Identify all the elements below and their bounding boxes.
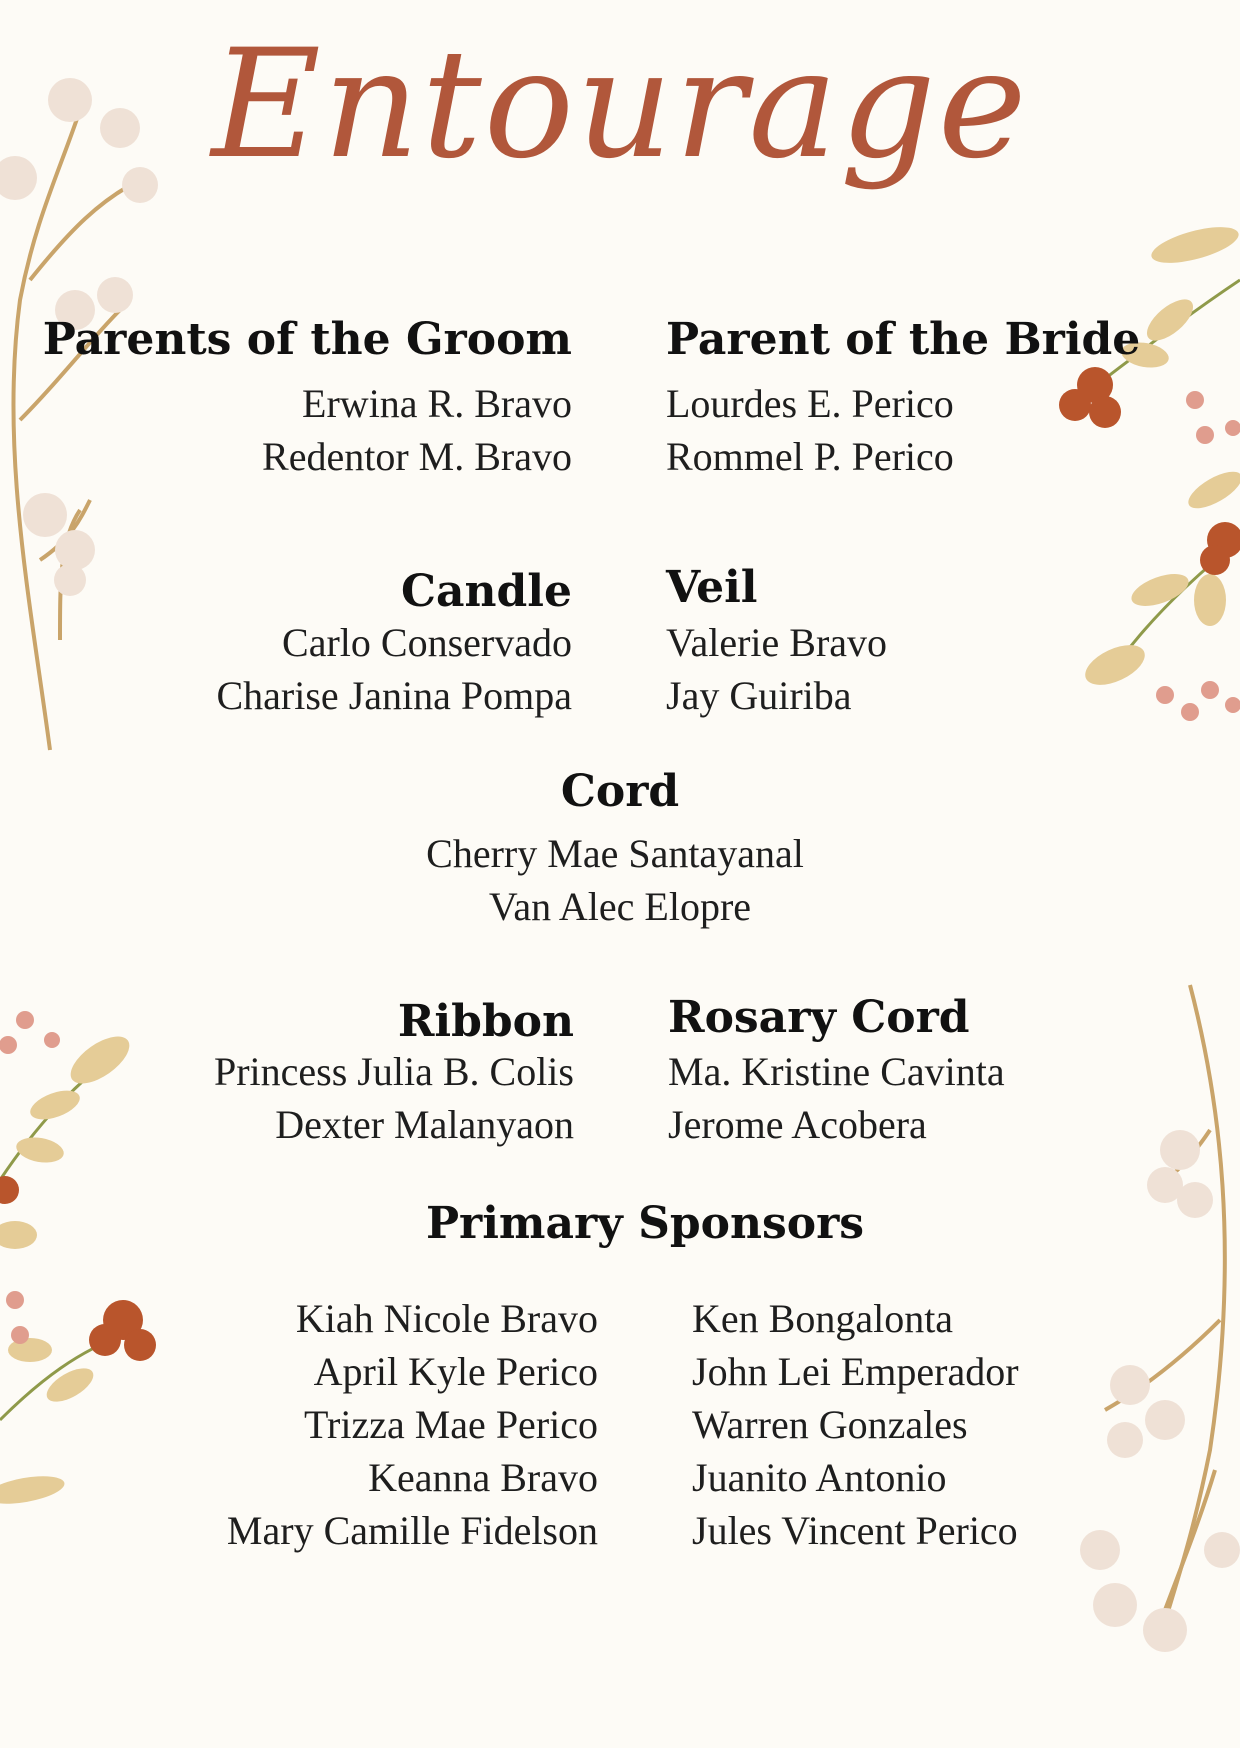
name-candle-2: Charise Janina Pompa bbox=[216, 673, 572, 718]
top-left-branch-illustration bbox=[13, 110, 140, 750]
name-rosary-cord-2: Jerome Acobera bbox=[668, 1102, 927, 1147]
sponsor-left-4: Keanna Bravo bbox=[368, 1455, 598, 1500]
name-parent-bride-1: Lourdes E. Perico bbox=[666, 381, 954, 426]
name-ribbon-1: Princess Julia B. Colis bbox=[213, 1049, 574, 1094]
section-heading-parent-bride: Parent of the Bride bbox=[666, 314, 1141, 365]
sponsor-left-2: April Kyle Perico bbox=[313, 1349, 598, 1394]
name-ribbon-2: Dexter Malanyaon bbox=[275, 1102, 574, 1147]
name-rosary-cord-1: Ma. Kristine Cavinta bbox=[668, 1049, 1005, 1094]
name-parents-groom-1: Erwina R. Bravo bbox=[302, 381, 572, 426]
section-heading-candle: Candle bbox=[401, 566, 572, 617]
top-right-leaves-illustration bbox=[1079, 220, 1240, 693]
name-cord-2: Van Alec Elopre bbox=[488, 884, 752, 929]
sponsor-left-3: Trizza Mae Perico bbox=[304, 1402, 598, 1447]
sponsor-right-5: Jules Vincent Perico bbox=[692, 1508, 1018, 1553]
page-title: Entourage bbox=[211, 18, 1029, 192]
sponsor-right-3: Warren Gonzales bbox=[692, 1402, 968, 1447]
name-veil-1: Valerie Bravo bbox=[666, 620, 888, 665]
name-veil-2: Jay Guiriba bbox=[666, 673, 852, 718]
top-right-flowers-illustration bbox=[1059, 367, 1240, 575]
sponsor-right-4: Juanito Antonio bbox=[692, 1455, 947, 1500]
section-heading-parents-groom: Parents of the Groom bbox=[42, 314, 572, 365]
sponsor-left-1: Kiah Nicole Bravo bbox=[295, 1296, 598, 1341]
sponsor-right-1: Ken Bongalonta bbox=[692, 1296, 954, 1341]
sponsor-left-5: Mary Camille Fidelson bbox=[226, 1508, 598, 1553]
section-heading-primary-sponsors: Primary Sponsors bbox=[425, 1198, 865, 1249]
section-heading-cord: Cord bbox=[560, 766, 680, 817]
section-heading-ribbon: Ribbon bbox=[397, 996, 574, 1047]
sponsor-right-2: John Lei Emperador bbox=[692, 1349, 1019, 1394]
section-heading-rosary-cord: Rosary Cord bbox=[668, 992, 970, 1043]
bottom-left-leaves-illustration bbox=[0, 1027, 137, 1508]
section-heading-veil: Veil bbox=[666, 562, 758, 613]
name-parents-groom-2: Redentor M. Bravo bbox=[262, 434, 572, 479]
name-parent-bride-2: Rommel P. Perico bbox=[666, 434, 954, 479]
name-candle-1: Carlo Conservado bbox=[282, 620, 572, 665]
name-cord-1: Cherry Mae Santayanal bbox=[426, 831, 804, 876]
